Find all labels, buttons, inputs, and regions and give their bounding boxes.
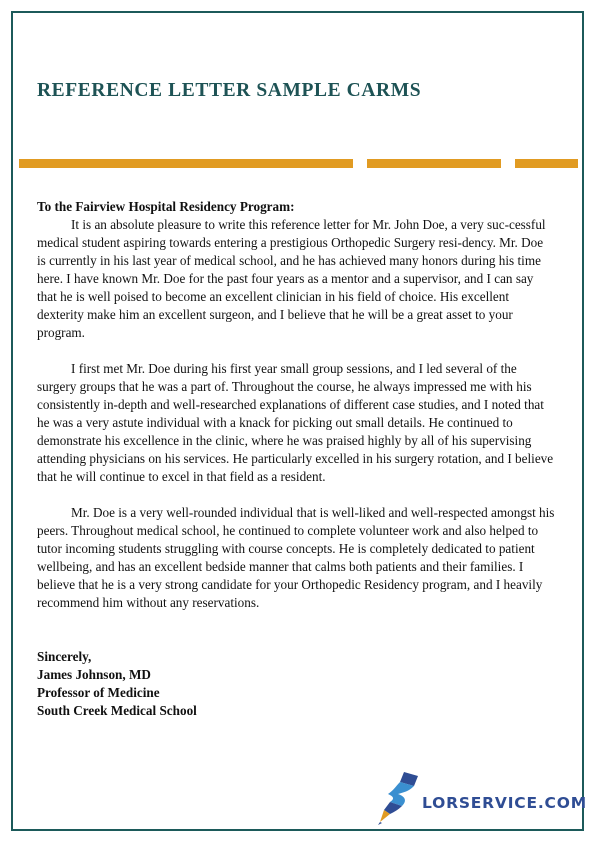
accent-bar-left (19, 159, 353, 168)
letter-body (37, 198, 555, 720)
pen-ribbon-icon (374, 770, 424, 826)
closing-block (37, 648, 555, 720)
signer-role: Professor of Medicine (37, 685, 160, 700)
accent-bar-right (515, 159, 578, 168)
page-title: REFERENCE LETTER SAMPLE CARMS (37, 80, 422, 101)
signoff: Sincerely, (37, 649, 92, 664)
paragraph-2: I first met Mr. Doe during his first year small group sessions, and I led several of the surgery groups that he was a part of. Throughout the course, he always impressed me with his consistently in-depth and well-researched explanations of different case studies, and I noted that he was a very astute individual with a knack for picking out small details. He continued to demonstrate his excellence in the clinic, where he was praised highly by all of his supervising attending physicians on his services. He particularly excelled in his surgery rotation, and I believe that he will continue to excel in that field as a resident. (37, 361, 554, 484)
paragraph-1: It is an absolute pleasure to write this reference letter for Mr. John Doe, a very suc-cessful medical student aspiring towards entering a prestigious Orthopedic Surgery resi-dency. Mr. Doe is currently in his last year of medical school, and he has achieved many honors during his time here. I have known Mr. Doe for the past four years as a mentor and a supervisor, and I can say that he is well poised to become an excellent clinician in his field of choice. His excellent dexterity make him an excellent surgeon, and I believe that he will be a great asset to your program. (37, 217, 546, 340)
salutation: To the Fairview Hospital Residency Program: (37, 199, 295, 214)
brand-logo-text: LORSERVICE.COM (422, 794, 587, 812)
paragraph-3: Mr. Doe is a very well-rounded individual that is well-liked and well-respected amongst his peers. Throughout medical school, he continued to complete volunteer work and also helped to tutor incoming students struggling with course concepts. He is completely dedicated to patient wellbeing, and has an excellent bedside manner that calms both patients and their families. I believe that he is a very strong candidate for your Orthopedic Residency program, and I heavily recommend him without any reservations. (37, 505, 555, 610)
signer-institution: South Creek Medical School (37, 703, 197, 718)
brand-logo (374, 770, 587, 826)
accent-bar-middle (367, 159, 501, 168)
signer-name: James Johnson, MD (37, 667, 151, 682)
